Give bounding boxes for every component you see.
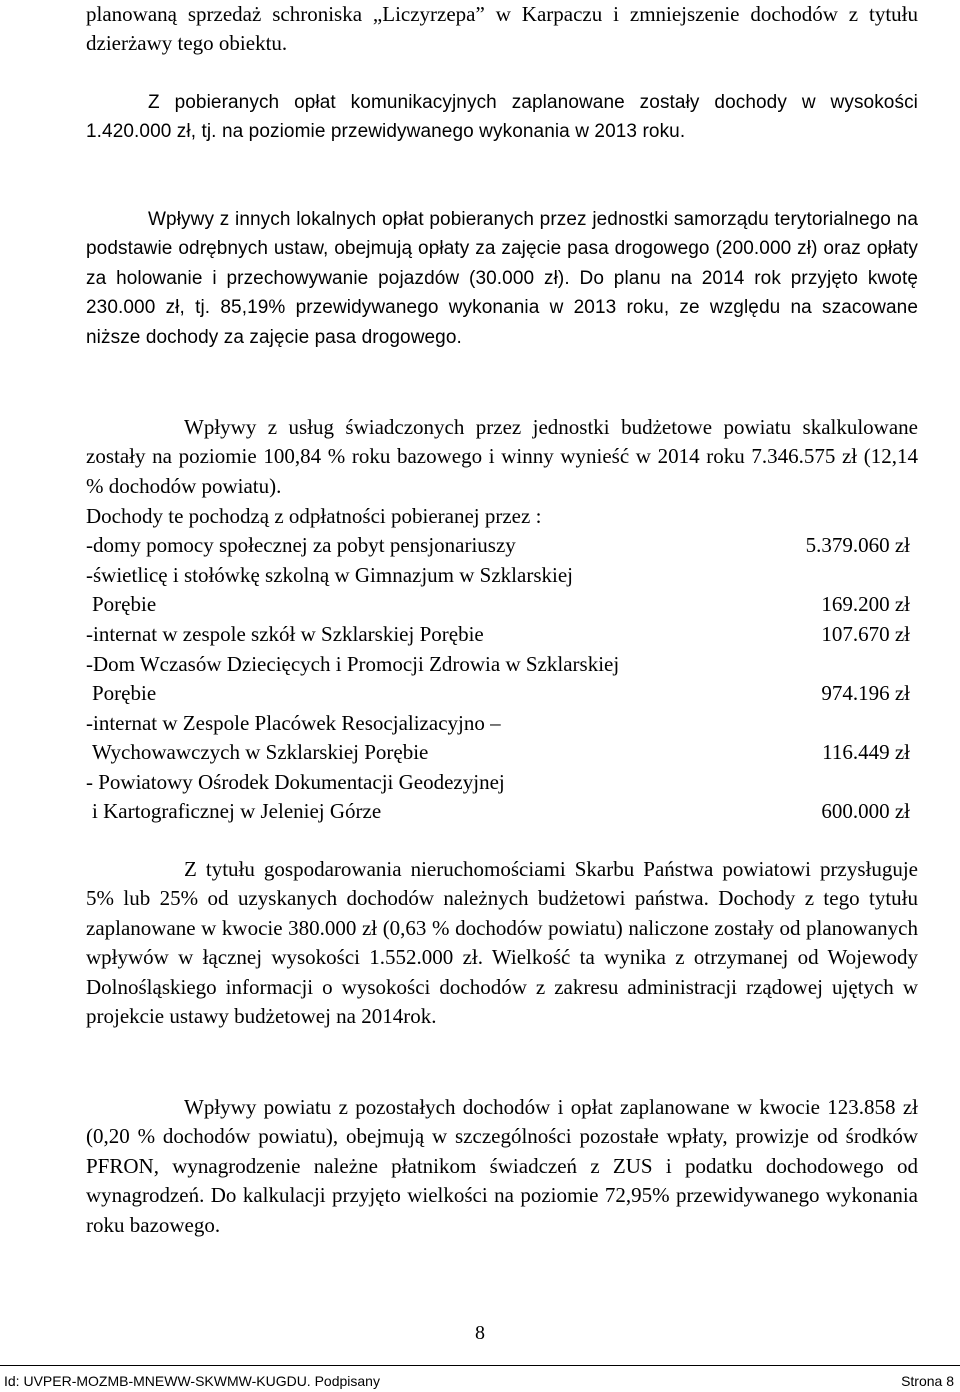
fee-list-item <box>86 531 918 560</box>
fee-list-item <box>86 709 918 767</box>
fee-list-item-amount: 5.379.060 zł <box>805 533 910 557</box>
signature-id: Id: UVPER-MOZMB-MNEWW-SKWMW-KUGDU. Podpisany <box>4 1373 380 1389</box>
fee-list-item-label: -domy pomocy społecznej za pobyt pensjonariuszy <box>86 533 516 557</box>
fee-list-item-label: -Dom Wczasów Dziecięcych i Promocji Zdrowia w Szklarskiej <box>86 652 620 676</box>
fee-list-item-label: -internat w zespole szkół w Szklarskiej Porębie <box>86 622 484 646</box>
fee-list-item-amount: 974.196 zł <box>821 681 910 705</box>
paragraph-pozostale-dochody: Wpływy powiatu z pozostałych dochodów i opłat zaplanowane w kwocie 123.858 zł (0,20 % dochodów powiatu), obejmują w szczególności pozostałe wpłaty, prowizje od środków PFRON, wynagrodzenie należne płatnikom świadczeń z ZUS i podatku dochodowego od wynagrodzeń. Do kalkulacji przyjęto wielkości na poziomie 72,95% przewidywanego wykonania roku bazowego. <box>86 1095 918 1237</box>
fee-list-item-label-continued: Porębie <box>92 681 157 705</box>
fee-list-item-label-continued: Wychowawczych w Szklarskiej Porębie <box>92 740 429 764</box>
paragraph-lokalne-oplaty: Wpływy z innych lokalnych opłat pobieranych przez jednostki samorządu terytorialnego na podstawie odrębnych ustaw, obejmują opłaty za zajęcie pasa drogowego (200.000 zł) oraz opłaty za holowanie i przechowywanie pojazdów (30.000 zł). Do planu na 2014 rok przyjęto kwotę 230.000 zł, tj. 85,19% przewidywanego wykonania w 2013 roku, ze względu na szacowane niższe dochody za zajęcie pasa drogowego. <box>86 209 918 348</box>
fee-list-item-amount: 107.670 zł <box>821 622 910 646</box>
fee-list-item-label: - Powiatowy Ośrodek Dokumentacji Geodezyjnej <box>86 770 505 794</box>
fee-list-item <box>86 620 918 649</box>
fee-list-item-amount: 169.200 zł <box>821 592 910 616</box>
paragraph-nieruchomosci: Z tytułu gospodarowania nieruchomościami Skarbu Państwa powiatowi przysługuje 5% lub 25% od uzyskanych dochodów należnych budżetowi państwa. Dochody z tego tytułu zaplanowane w kwocie 380.000 zł (0,63 % dochodów powiatu) naliczone zostały od planowanych wpływów w łącznej wysokości 1.552.000 zł. Wielkość ta wynika z otrzymanej od Wojewody Dolnośląskiego informacji o wysokości dochodów z zakresu administracji rządowej ujętych w projekcie ustawy budżetowej na 2014rok. <box>86 857 918 1029</box>
fee-list-item-label-continued: Porębie <box>92 592 157 616</box>
page-number: 8 <box>475 1322 485 1344</box>
paragraph-oplaty-komunikacyjne: Z pobieranych opłat komunikacyjnych zaplanowane zostały dochody w wysokości 1.420.000 zł, tj. na poziomie przewidywanego wykonania w 2013 roku. <box>86 92 918 143</box>
fee-list-item <box>86 561 918 619</box>
paragraph-schronisko: planowaną sprzedaż schroniska „Liczyrzepa” w Karpaczu i zmniejszenie dochodów z tytułu dzierżawy tego obiektu. <box>86 2 918 56</box>
paragraph-uslugi-jednostek: Wpływy z usług świadczonych przez jednostki budżetowe powiatu skalkulowane zostały na poziomie 100,84 % roku bazowego i winny wynieść w 2014 roku 7.346.575 zł (12,14 % dochodów powiatu). <box>86 415 918 498</box>
fee-list-item-amount: 116.449 zł <box>822 740 910 764</box>
fee-list-item-label: -internat w Zespole Placówek Resocjalizacyjno – <box>86 711 501 735</box>
fee-list-intro: Dochody te pochodzą z odpłatności pobieranej przez : <box>86 504 542 528</box>
fee-list-item <box>86 768 918 826</box>
fee-list-item <box>86 650 918 708</box>
document-footer <box>0 1365 960 1392</box>
footer-page-label: Strona 8 <box>901 1373 954 1389</box>
fee-list-item-label-continued: i Kartograficznej w Jeleniej Górze <box>92 799 382 823</box>
fee-list-item-amount: 600.000 zł <box>821 799 910 823</box>
fee-list-item-label: -świetlicę i stołówkę szkolną w Gimnazjum w Szklarskiej <box>86 563 573 587</box>
